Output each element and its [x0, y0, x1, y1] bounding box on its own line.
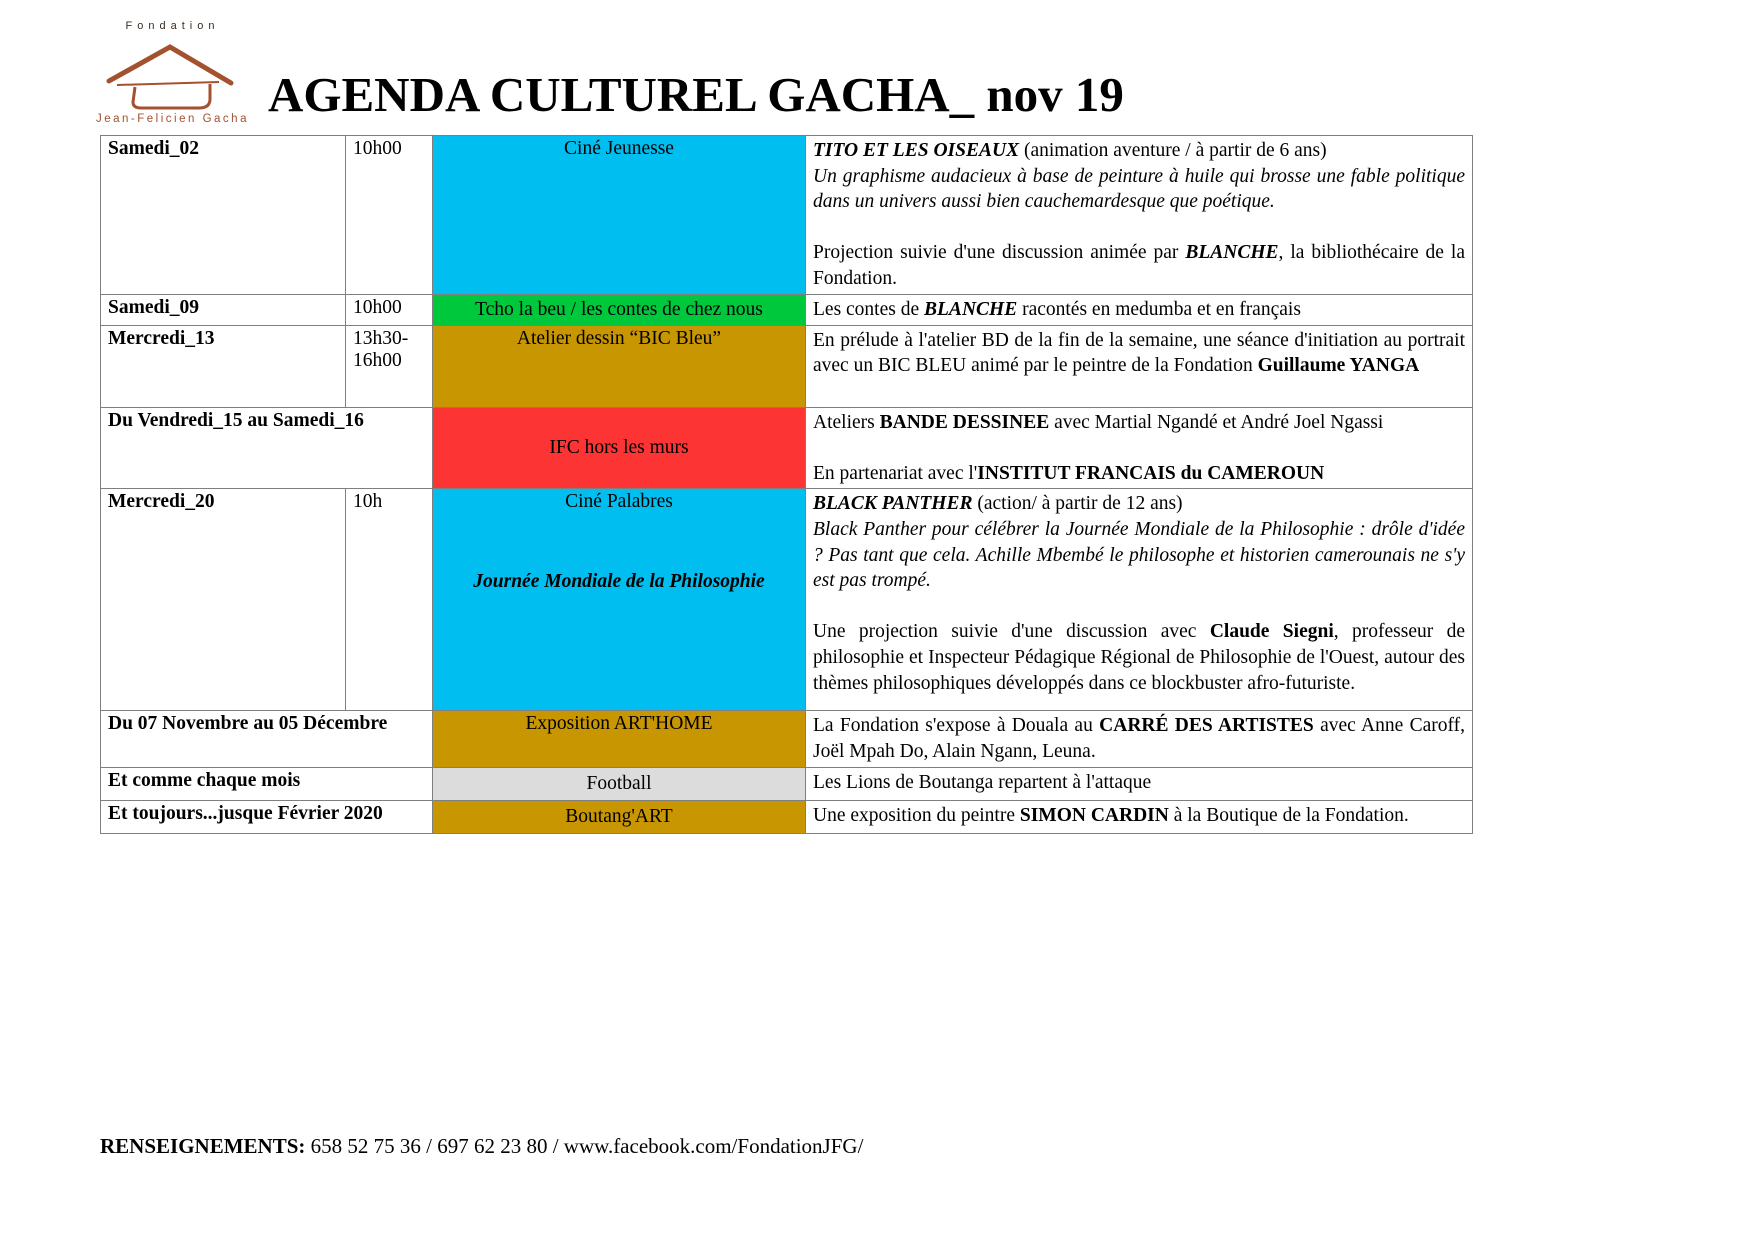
text-segment: En partenariat avec l' — [813, 462, 978, 484]
text-segment: Les contes de — [813, 298, 925, 320]
text-segment: Claude Siegni — [1209, 621, 1334, 643]
time-cell: 10h00 — [346, 136, 433, 295]
fondation-gacha-logo — [96, 20, 249, 125]
description-paragraph — [813, 297, 1465, 323]
event-cell — [433, 294, 806, 325]
text-segment: La Fondation s'expose à Douala au — [813, 715, 1100, 737]
contact-details: 658 52 75 36 / 697 62 23 80 / www.facebook.com/FondationJFG/ — [305, 1134, 864, 1158]
description-cell — [806, 136, 1473, 295]
event-title: Atelier dessin “BIC Bleu” — [516, 327, 722, 349]
description-paragraph — [813, 461, 1465, 487]
description-cell — [806, 489, 1473, 711]
table-row — [101, 767, 1473, 800]
text-segment: , la bibliothécaire de la Fondation. — [813, 242, 1465, 289]
description-cell — [806, 325, 1473, 407]
description-paragraph — [813, 713, 1465, 764]
house-icon — [102, 35, 238, 111]
event-title: Ciné Palabres — [565, 491, 673, 513]
event-cell — [433, 767, 806, 800]
text-segment: (action/ à partir de 12 ans) — [972, 493, 1183, 515]
description-cell — [806, 294, 1473, 325]
contact-info — [100, 1134, 863, 1159]
date-cell: Du 07 Novembre au 05 Décembre — [101, 711, 433, 767]
text-segment: Une exposition du peintre — [813, 804, 1020, 826]
blank-line — [813, 215, 1465, 241]
contact-label: RENSEIGNEMENTS: — [100, 1134, 306, 1158]
text-segment: Ateliers — [813, 411, 880, 433]
date-cell: Samedi_02 — [101, 136, 346, 295]
table-row — [101, 407, 1473, 489]
event-cell — [433, 407, 806, 489]
text-segment: Guillaume YANGA — [1257, 355, 1420, 377]
text-segment: TITO ET LES OISEAUX — [813, 140, 1020, 161]
description-paragraph — [813, 138, 1465, 164]
description-cell — [806, 711, 1473, 767]
text-segment: CARRÉ DES ARTISTES — [1099, 715, 1314, 737]
description-paragraph — [813, 803, 1465, 829]
event-title: Boutang'ART — [565, 805, 673, 827]
event-title: Exposition ART'HOME — [525, 713, 713, 735]
text-segment: à la Boutique de la Fondation. — [1168, 804, 1409, 826]
table-row — [101, 136, 1473, 295]
text-segment: En prélude à l'atelier BD de la fin de la semaine, une séance d'initiation au portrait avec un BIC BLEU animé par le peintre de la Fondation — [813, 329, 1465, 377]
table-row — [101, 711, 1473, 767]
text-segment: avec Anne Caroff, Joël Mpah Do, Alain Ngann, Leuna. — [813, 715, 1465, 762]
description-cell — [806, 767, 1473, 800]
blank-line — [813, 435, 1465, 461]
text-segment: , professeur de philosophie et Inspecteur Pédagique Régional de Philosophie de l'Ouest, autour des thèmes philosophiques développés dans ce blockbuster afro-futuriste. — [813, 621, 1466, 694]
text-segment: BANDE DESSINEE — [879, 411, 1050, 433]
text-segment: racontés en medumba et en français — [1017, 298, 1301, 320]
text-segment: Une projection suivie d'une discussion avec — [813, 621, 1210, 643]
text-segment: BLANCHE — [924, 298, 1018, 320]
description-paragraph — [813, 517, 1465, 594]
description-paragraph — [813, 491, 1465, 517]
date-cell: Et toujours...jusque Février 2020 — [101, 800, 433, 833]
description-paragraph — [813, 410, 1465, 436]
event-title: Tcho la beu / les contes de chez nous — [475, 298, 763, 320]
date-cell: Du Vendredi_15 au Samedi_16 — [101, 407, 433, 489]
description-cell — [806, 407, 1473, 489]
text-segment: BLACK PANTHER — [813, 493, 973, 515]
date-cell: Mercredi_13 — [101, 325, 346, 407]
agenda-table — [100, 135, 1473, 834]
logo-top-label: Fondation — [125, 20, 220, 32]
event-cell — [433, 489, 806, 711]
date-cell: Et comme chaque mois — [101, 767, 433, 800]
table-row — [101, 489, 1473, 711]
text-segment: INSTITUT FRANCAIS du CAMEROUN — [977, 462, 1325, 484]
blank-line — [813, 594, 1465, 620]
table-row — [101, 294, 1473, 325]
description-paragraph — [813, 240, 1465, 291]
text-segment: Projection suivie d'une discussion animée par — [813, 242, 1186, 264]
text-segment: Black Panther pour célébrer la Journée Mondiale de la Philosophie : drôle d'idée ? Pas tant que cela. Achille Mbembé le philosophe et historien camerounais ne s'y est pas trompé. — [813, 518, 1465, 592]
description-paragraph — [813, 164, 1465, 215]
table-row — [101, 325, 1473, 407]
time-cell: 10h — [346, 489, 433, 711]
logo-bottom-label: Jean-Felicien Gacha — [96, 113, 249, 125]
text-segment: Les Lions de Boutanga repartent à l'attaque — [813, 771, 1152, 793]
description-paragraph — [813, 328, 1465, 379]
description-cell — [806, 800, 1473, 833]
text-segment: SIMON CARDIN — [1019, 804, 1169, 826]
event-cell — [433, 136, 806, 295]
text-segment: (animation aventure / à partir de 6 ans) — [1019, 140, 1327, 161]
event-title: Ciné Jeunesse — [564, 138, 674, 159]
text-segment: Un graphisme audacieux à base de peinture à huile qui brosse une fable politique dans un univers aussi bien cauchemardesque que poétique. — [813, 165, 1465, 213]
date-cell: Mercredi_20 — [101, 489, 346, 711]
time-cell: 13h30-16h00 — [346, 325, 433, 407]
description-paragraph — [813, 770, 1465, 796]
date-cell: Samedi_09 — [101, 294, 346, 325]
event-title: IFC hors les murs — [549, 436, 689, 458]
table-row — [101, 800, 1473, 833]
text-segment: BLANCHE — [1185, 242, 1279, 264]
time-cell: 10h00 — [346, 294, 433, 325]
text-segment: avec Martial Ngandé et André Joel Ngassi — [1049, 411, 1384, 433]
event-cell — [433, 325, 806, 407]
event-title: Journée Mondiale de la Philosophie — [473, 571, 765, 593]
page-title: AGENDA CULTUREL GACHA_ nov 19 — [268, 67, 1124, 122]
description-paragraph — [813, 619, 1465, 696]
event-title: Football — [586, 772, 652, 794]
event-cell — [433, 800, 806, 833]
event-cell — [433, 711, 806, 767]
